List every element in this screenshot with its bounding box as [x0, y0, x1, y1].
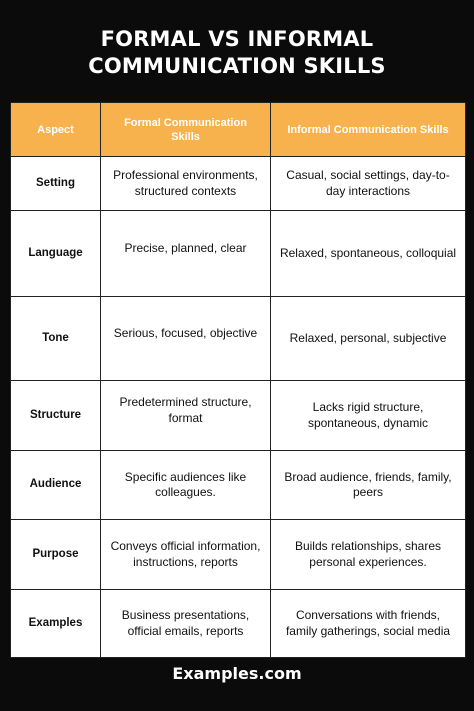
- informal-cell: Relaxed, personal, subjective: [271, 297, 466, 381]
- footer-brand: Examples.com: [172, 664, 302, 683]
- header-aspect: Aspect: [11, 103, 101, 157]
- aspect-cell: Tone: [11, 297, 101, 381]
- formal-cell: Serious, focused, objective: [101, 297, 271, 381]
- informal-cell: Relaxed, spontaneous, colloquial: [271, 211, 466, 297]
- informal-cell: Builds relationships, shares personal experiences.: [271, 520, 466, 590]
- aspect-cell: Language: [11, 211, 101, 297]
- table-row: [11, 211, 466, 297]
- formal-cell: Business presentations, official emails, reports: [101, 590, 271, 658]
- aspect-cell: Structure: [11, 381, 101, 451]
- header-formal: Formal Communication Skills: [101, 103, 271, 157]
- aspect-cell: Purpose: [11, 520, 101, 590]
- title-line-1: FORMAL VS INFORMAL: [100, 27, 374, 51]
- formal-cell: Predetermined structure, format: [101, 381, 271, 451]
- formal-cell: Professional environments, structured contexts: [101, 157, 271, 211]
- informal-cell: Casual, social settings, day-to-day interactions: [271, 157, 466, 211]
- table-header-row: [11, 103, 466, 157]
- table-row: [11, 590, 466, 658]
- comparison-table: [10, 102, 466, 658]
- aspect-cell: Examples: [11, 590, 101, 658]
- title-line-2: COMMUNICATION SKILLS: [88, 54, 386, 78]
- table-row: [11, 297, 466, 381]
- informal-cell: Lacks rigid structure, spontaneous, dynamic: [271, 381, 466, 451]
- informal-cell: Conversations with friends, family gatherings, social media: [271, 590, 466, 658]
- table-row: [11, 157, 466, 211]
- table-row: [11, 381, 466, 451]
- aspect-cell: Audience: [11, 451, 101, 520]
- table-row: [11, 520, 466, 590]
- formal-cell: Specific audiences like colleagues.: [101, 451, 271, 520]
- aspect-cell: Setting: [11, 157, 101, 211]
- formal-cell: Precise, planned, clear: [101, 211, 271, 297]
- table-row: [11, 451, 466, 520]
- page-title: [0, 26, 474, 80]
- header-informal: Informal Communication Skills: [271, 103, 466, 157]
- informal-cell: Broad audience, friends, family, peers: [271, 451, 466, 520]
- formal-cell: Conveys official information, instructions, reports: [101, 520, 271, 590]
